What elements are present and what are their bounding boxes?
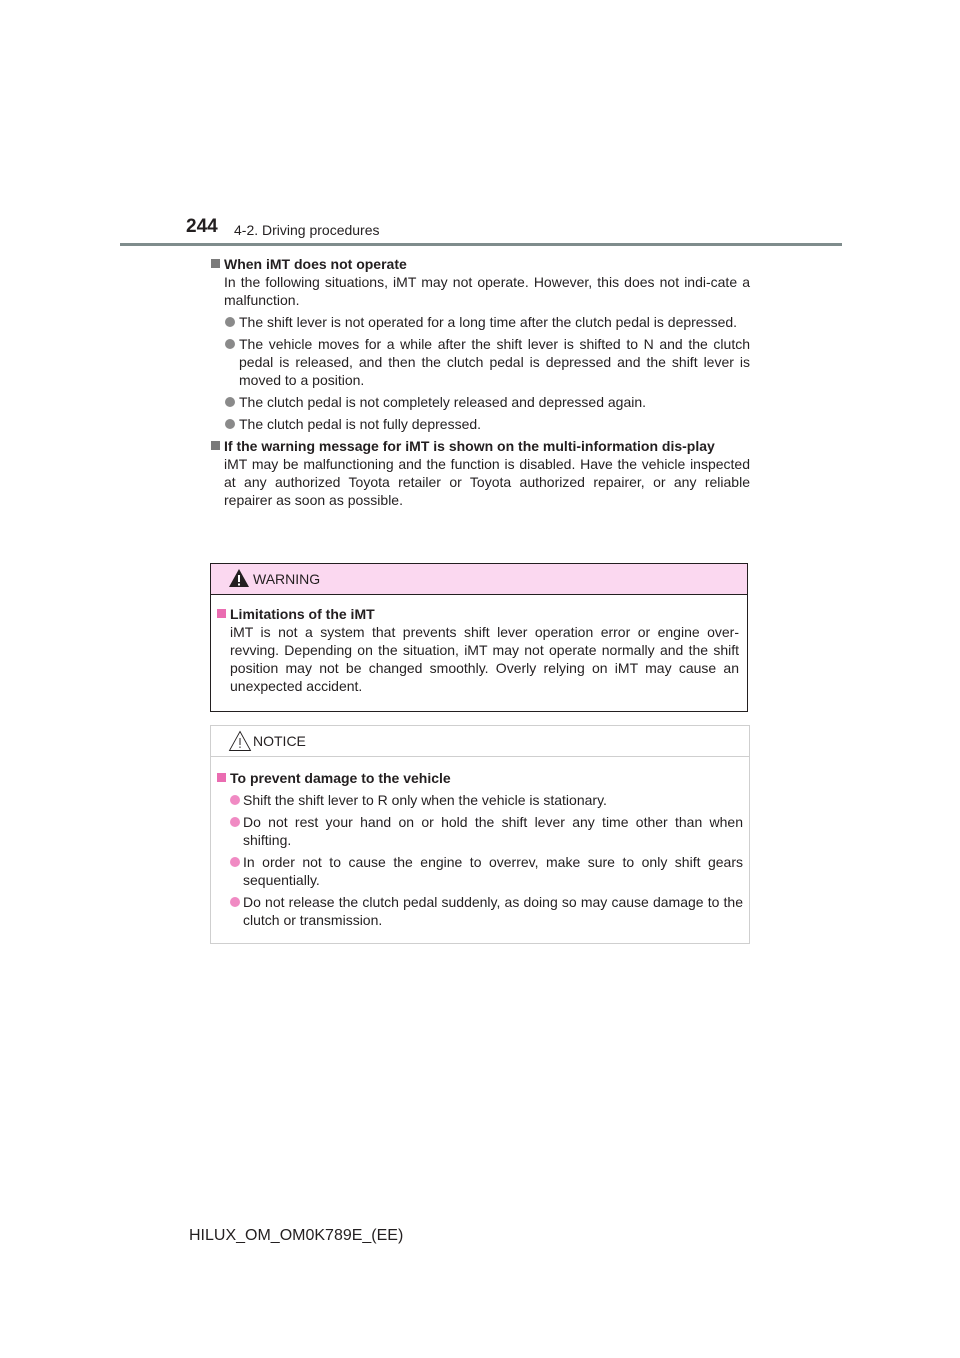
list-item bbox=[210, 313, 750, 331]
circle-bullet-icon bbox=[230, 857, 240, 867]
list-item-text: The shift lever is not operated for a long time after the clutch pedal is depressed. bbox=[239, 314, 738, 330]
caution-triangle-icon bbox=[228, 730, 252, 752]
circle-bullet-icon bbox=[225, 419, 235, 429]
notice-header bbox=[211, 726, 749, 757]
list-item-text: Do not rest your hand on or hold the shift lever any time other than when shifting. bbox=[243, 814, 743, 848]
warning-triangle-icon bbox=[228, 568, 250, 588]
list-item-text: In order not to cause the engine to overrev, make sure to only shift gears sequentially. bbox=[243, 854, 743, 888]
list-item-text: Shift the shift lever to R only when the vehicle is stationary. bbox=[243, 792, 607, 808]
square-bullet-icon bbox=[211, 441, 220, 450]
circle-bullet-icon bbox=[225, 339, 235, 349]
warning-box bbox=[210, 563, 748, 712]
list-item-text: The vehicle moves for a while after the shift lever is shifted to N and the clutch pedal is released, and then the clutch pedal is depressed and the shift lever is moved to a position. bbox=[239, 336, 750, 388]
notice-box bbox=[210, 725, 750, 944]
list-item bbox=[216, 791, 743, 809]
warning-heading bbox=[216, 605, 739, 623]
warning-header bbox=[211, 564, 747, 595]
notice-label: NOTICE bbox=[253, 733, 306, 749]
list-item bbox=[216, 893, 743, 929]
section-paragraph: In the following situations, iMT may not operate. However, this does not indi-cate a malfunction. bbox=[224, 274, 750, 308]
warning-paragraph: iMT is not a system that prevents shift lever operation error or engine over-revving. Depending on the situation, iMT may not operate normally and the shift position may not be changed smoothly. Overly relying on iMT may cause an unexpected accident. bbox=[230, 624, 739, 694]
heading-text: If the warning message for iMT is shown on the multi-information dis-play bbox=[224, 438, 715, 454]
list-item bbox=[210, 393, 750, 411]
circle-bullet-icon bbox=[230, 897, 240, 907]
page-number: 244 bbox=[186, 216, 218, 237]
square-bullet-icon bbox=[211, 259, 220, 268]
circle-bullet-icon bbox=[230, 795, 240, 805]
circle-bullet-icon bbox=[225, 317, 235, 327]
square-bullet-icon bbox=[217, 773, 226, 782]
section-heading bbox=[210, 437, 750, 455]
list-item bbox=[210, 335, 750, 389]
header-rule bbox=[120, 243, 842, 246]
heading-text: To prevent damage to the vehicle bbox=[230, 770, 451, 786]
notice-body bbox=[211, 757, 749, 929]
list-item-text: The clutch pedal is not completely released and depressed again. bbox=[239, 394, 647, 410]
section-title: 4-2. Driving procedures bbox=[234, 222, 380, 238]
section-paragraph: iMT may be malfunctioning and the function is disabled. Have the vehicle inspected at any authorized Toyota retailer or Toyota authorized repairer, or any reliable repairer as soon as possible. bbox=[224, 456, 750, 508]
list-item-text: The clutch pedal is not fully depressed. bbox=[239, 416, 482, 432]
notice-heading bbox=[216, 769, 743, 787]
list-item bbox=[210, 415, 750, 433]
footer-document-code: HILUX_OM_OM0K789E_(EE) bbox=[189, 1227, 404, 1244]
list-item-text: Do not release the clutch pedal suddenly, as doing so may cause damage to the clutch or transmission. bbox=[243, 894, 743, 928]
circle-bullet-icon bbox=[230, 817, 240, 827]
heading-text: When iMT does not operate bbox=[224, 256, 407, 272]
main-content bbox=[210, 255, 750, 509]
circle-bullet-icon bbox=[225, 397, 235, 407]
square-bullet-icon bbox=[217, 609, 226, 618]
heading-text: Limitations of the iMT bbox=[230, 606, 375, 622]
warning-body bbox=[211, 595, 747, 695]
warning-label: WARNING bbox=[253, 571, 321, 587]
list-item bbox=[216, 813, 743, 849]
section-heading bbox=[210, 255, 750, 273]
list-item bbox=[216, 853, 743, 889]
